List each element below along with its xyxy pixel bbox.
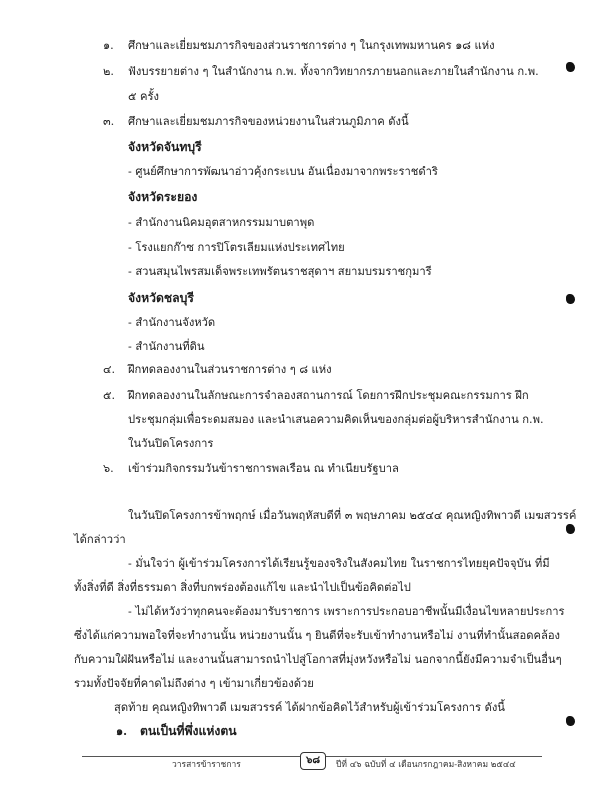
province-item: - สำนักงานนิคมอุตสาหกรรมมาบตาพุด [128,216,315,229]
item-text: ๕ ครั้ง [128,90,159,103]
item-number: ๖. [103,462,114,475]
province-heading: จังหวัดชลบุรี [128,291,194,305]
item-text: ตนเป็นที่พึ่งแห่งตน [140,724,237,738]
paragraph-line: ได้กล่าวว่า [74,533,126,546]
paragraph-line: - มั่นใจว่า ผู้เข้าร่วมโครงการได้เรียนรู้ของจริงในสังคมไทย ในราชการไทยยุคปัจจุบัน ที่มี [128,557,550,570]
item-text: ศึกษาและเยี่ยมชมภารกิจของส่วนราชการต่าง ๆ ในกรุงเทพมหานคร ๑๘ แห่ง [128,39,495,52]
item-number: ๔. [103,363,116,376]
item-number: ๑. [103,39,114,52]
paragraph-line: ซึ่งได้แก่ความพอใจที่จะทำงานนั้น หน่วยงานนั้น ๆ ยินดีที่จะรับเข้าทำงานหรือไม่ งานที่ทำนั้นสอดคล้อง [74,629,561,642]
province-item: - สำนักงานจังหวัด [128,316,216,329]
province-item: - สวนสมุนไพรสมเด็จพระเทพรัตนราชสุดาฯ สยามบรมราชกุมารี [128,265,432,278]
item-text: ในวันปิดโครงการ [128,437,214,450]
province-item: - สำนักงานที่ดิน [128,340,205,353]
item-text: ศึกษาและเยี่ยมชมภารกิจของหน่วยงานในส่วนภูมิภาค ดังนี้ [128,115,409,128]
item-text: ประชุมกลุ่มเพื่อระดมสมอง และนำเสนอความคิดเห็นของกลุ่มต่อผู้บริหารสำนักงาน ก.พ. [128,413,544,426]
item-text: เข้าร่วมกิจกรรมวันข้าราชการพลเรือน ณ ทำเนียบรัฐบาล [128,462,399,475]
punch-hole-mark [566,62,575,72]
province-heading: จังหวัดระยอง [128,190,198,204]
paragraph-line: กับความใฝ่ฝันหรือไม่ และงานนั้นสามารถนำไปสู่โอกาสที่มุ่งหวังหรือไม่ นอกจากนี้ยังมีความจำเป็นอื่นๆ [74,653,562,666]
punch-hole-mark [566,524,575,534]
province-heading: จังหวัดจันทบุรี [128,140,202,154]
item-number: ๒. [103,65,114,78]
page-number: ๖๘ [300,752,326,770]
paragraph-line: รวมทั้งปัจจัยที่คาดไม่ถึงต่าง ๆ เข้ามาเกี่ยวข้องด้วย [74,677,314,690]
item-text: ฝึกทดลองงานในส่วนราชการต่าง ๆ ๘ แห่ง [128,363,332,376]
item-text: ฟังบรรยายต่าง ๆ ในสำนักงาน ก.พ. ทั้งจากวิทยากรภายนอกและภายในสำนักงาน ก.พ. [128,65,539,78]
province-item: - ศูนย์ศึกษาการพัฒนาอ่าวคุ้งกระเบน อันเนื่องมาจากพระราชดำริ [128,165,438,178]
paragraph-line: - ไม่ได้หวังว่าทุกคนจะต้องมารับราชการ เพราะการประกอบอาชีพนั้นมีเงื่อนไขหลายประการ [128,605,565,618]
item-number: ๕. [103,389,116,402]
item-text: ฝึกทดลองงานในลักษณะการจำลองสถานการณ์ โดยการฝึกประชุมคณะกรรมการ ฝึก [128,389,529,402]
province-item: - โรงแยกก๊าซ การปิโตรเลียมแห่งประเทศไทย [128,241,345,254]
paragraph-line: ทั้งสิ่งที่ดี สิ่งที่ธรรมดา สิ่งที่บกพร่องต้องแก้ไข และนำไปเป็นข้อคิดต่อไป [74,581,411,594]
footer-issue: ปีที่ ๔๖ ฉบับที่ ๔ เดือนกรกฎาคม-สิงหาคม ๒๕๔๔ [336,760,516,770]
paragraph-line: ในวันปิดโครงการข้าพฤกษ์ เมื่อวันพฤหัสบดีที่ ๓ พฤษภาคม ๒๕๔๔ คุณหญิงทิพาวดี เมฆสวรรค์ [128,509,577,522]
punch-hole-mark [566,294,575,304]
punch-hole-mark [566,716,575,726]
paragraph-line: สุดท้าย คุณหญิงทิพาวดี เมฆสวรรค์ ได้ฝากข้อคิดไว้สำหรับผู้เข้าร่วมโครงการ ดังนี้ [114,701,505,714]
item-number: ๑. [116,724,127,738]
item-number: ๓. [103,115,115,128]
footer-journal-name: วารสารข้าราชการ [172,760,241,770]
